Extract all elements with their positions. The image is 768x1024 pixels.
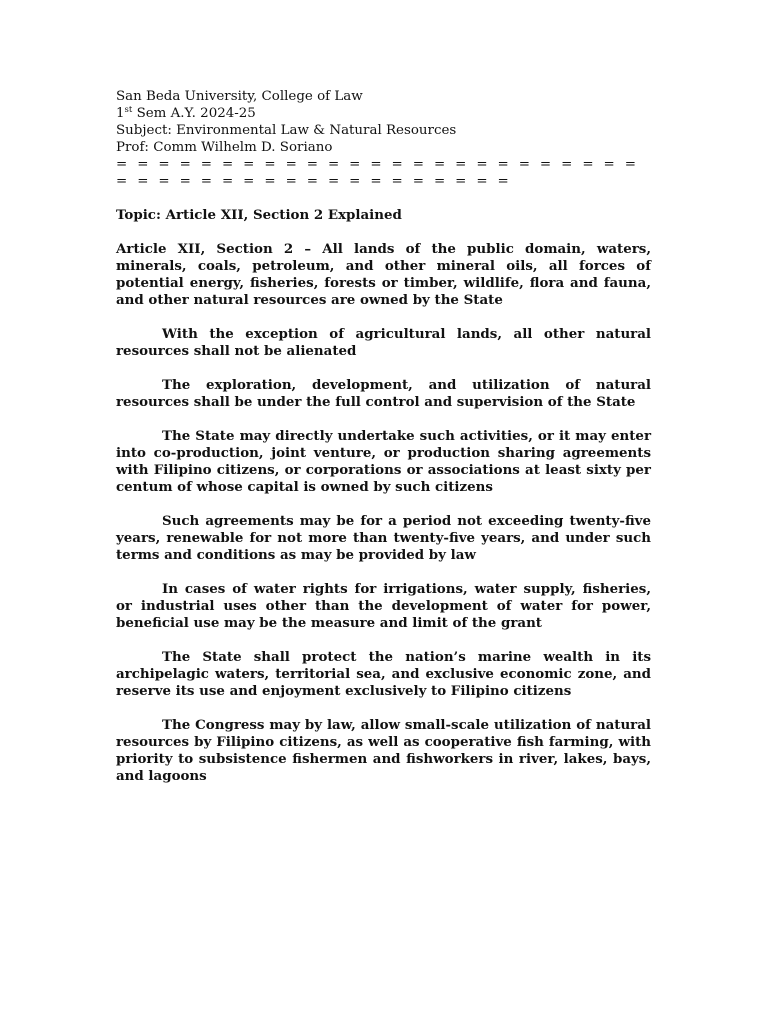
professor-line: Prof: Comm Wilhelm D. Soriano — [116, 140, 333, 155]
university-line: San Beda University, College of Law — [116, 89, 363, 104]
semester-line — [116, 105, 651, 122]
topic-heading: Topic: Article XII, Section 2 Explained — [116, 207, 402, 223]
paragraph-small-scale-utilization: The Congress may by law, allow small-scale utilization of natural resources by Filipino citizens, as well as cooperative fish farming, with priority to subsistence fishermen and fishworkers in river, lakes, bays, and lagoons — [116, 717, 651, 784]
paragraph-agreements: The State may directly undertake such activities, or it may enter into co-production, joint venture, or production sharing agreements with Filipino citizens, or corporations or associations at least sixty per centum of whose capital is owned by such citizens — [116, 428, 651, 495]
paragraph-state-control: The exploration, development, and utilization of natural resources shall be under the full control and supervision of the State — [116, 377, 651, 410]
paragraph-alienation: With the exception of agricultural lands, all other natural resources shall not be alienated — [116, 326, 651, 359]
paragraph-article-text: Article XII, Section 2 – All lands of the public domain, waters, minerals, coals, petroleum, and other mineral oils, all forces of potential energy, fisheries, forests or timber, wildlife, flora and fauna, and other natural resources are owned by the State — [116, 241, 651, 308]
semester-text: Sem A.Y. 2024-25 — [132, 106, 256, 121]
semester-ordinal-suffix: st — [124, 105, 133, 115]
subject-line: Subject: Environmental Law & Natural Resources — [116, 123, 457, 138]
document-body — [116, 88, 651, 785]
header-divider: = = = = = = = = = = = = = = = = = = = = = = = = = = = = = = = = = = = = = = = = = = = = — [116, 157, 639, 189]
paragraph-marine-wealth: The State shall protect the nation’s marine wealth in its archipelagic waters, territorial sea, and exclusive economic zone, and reserve its use and enjoyment exclusively to Filipino citizens — [116, 649, 651, 699]
paragraph-agreement-period: Such agreements may be for a period not exceeding twenty-five years, renewable for not more than twenty-five years, and under such terms and conditions as may be provided by law — [116, 513, 651, 563]
paragraph-water-rights: In cases of water rights for irrigations, water supply, fisheries, or industrial uses other than the development of water for power, beneficial use may be the measure and limit of the grant — [116, 581, 651, 631]
semester-ordinal: 1 — [116, 106, 125, 121]
